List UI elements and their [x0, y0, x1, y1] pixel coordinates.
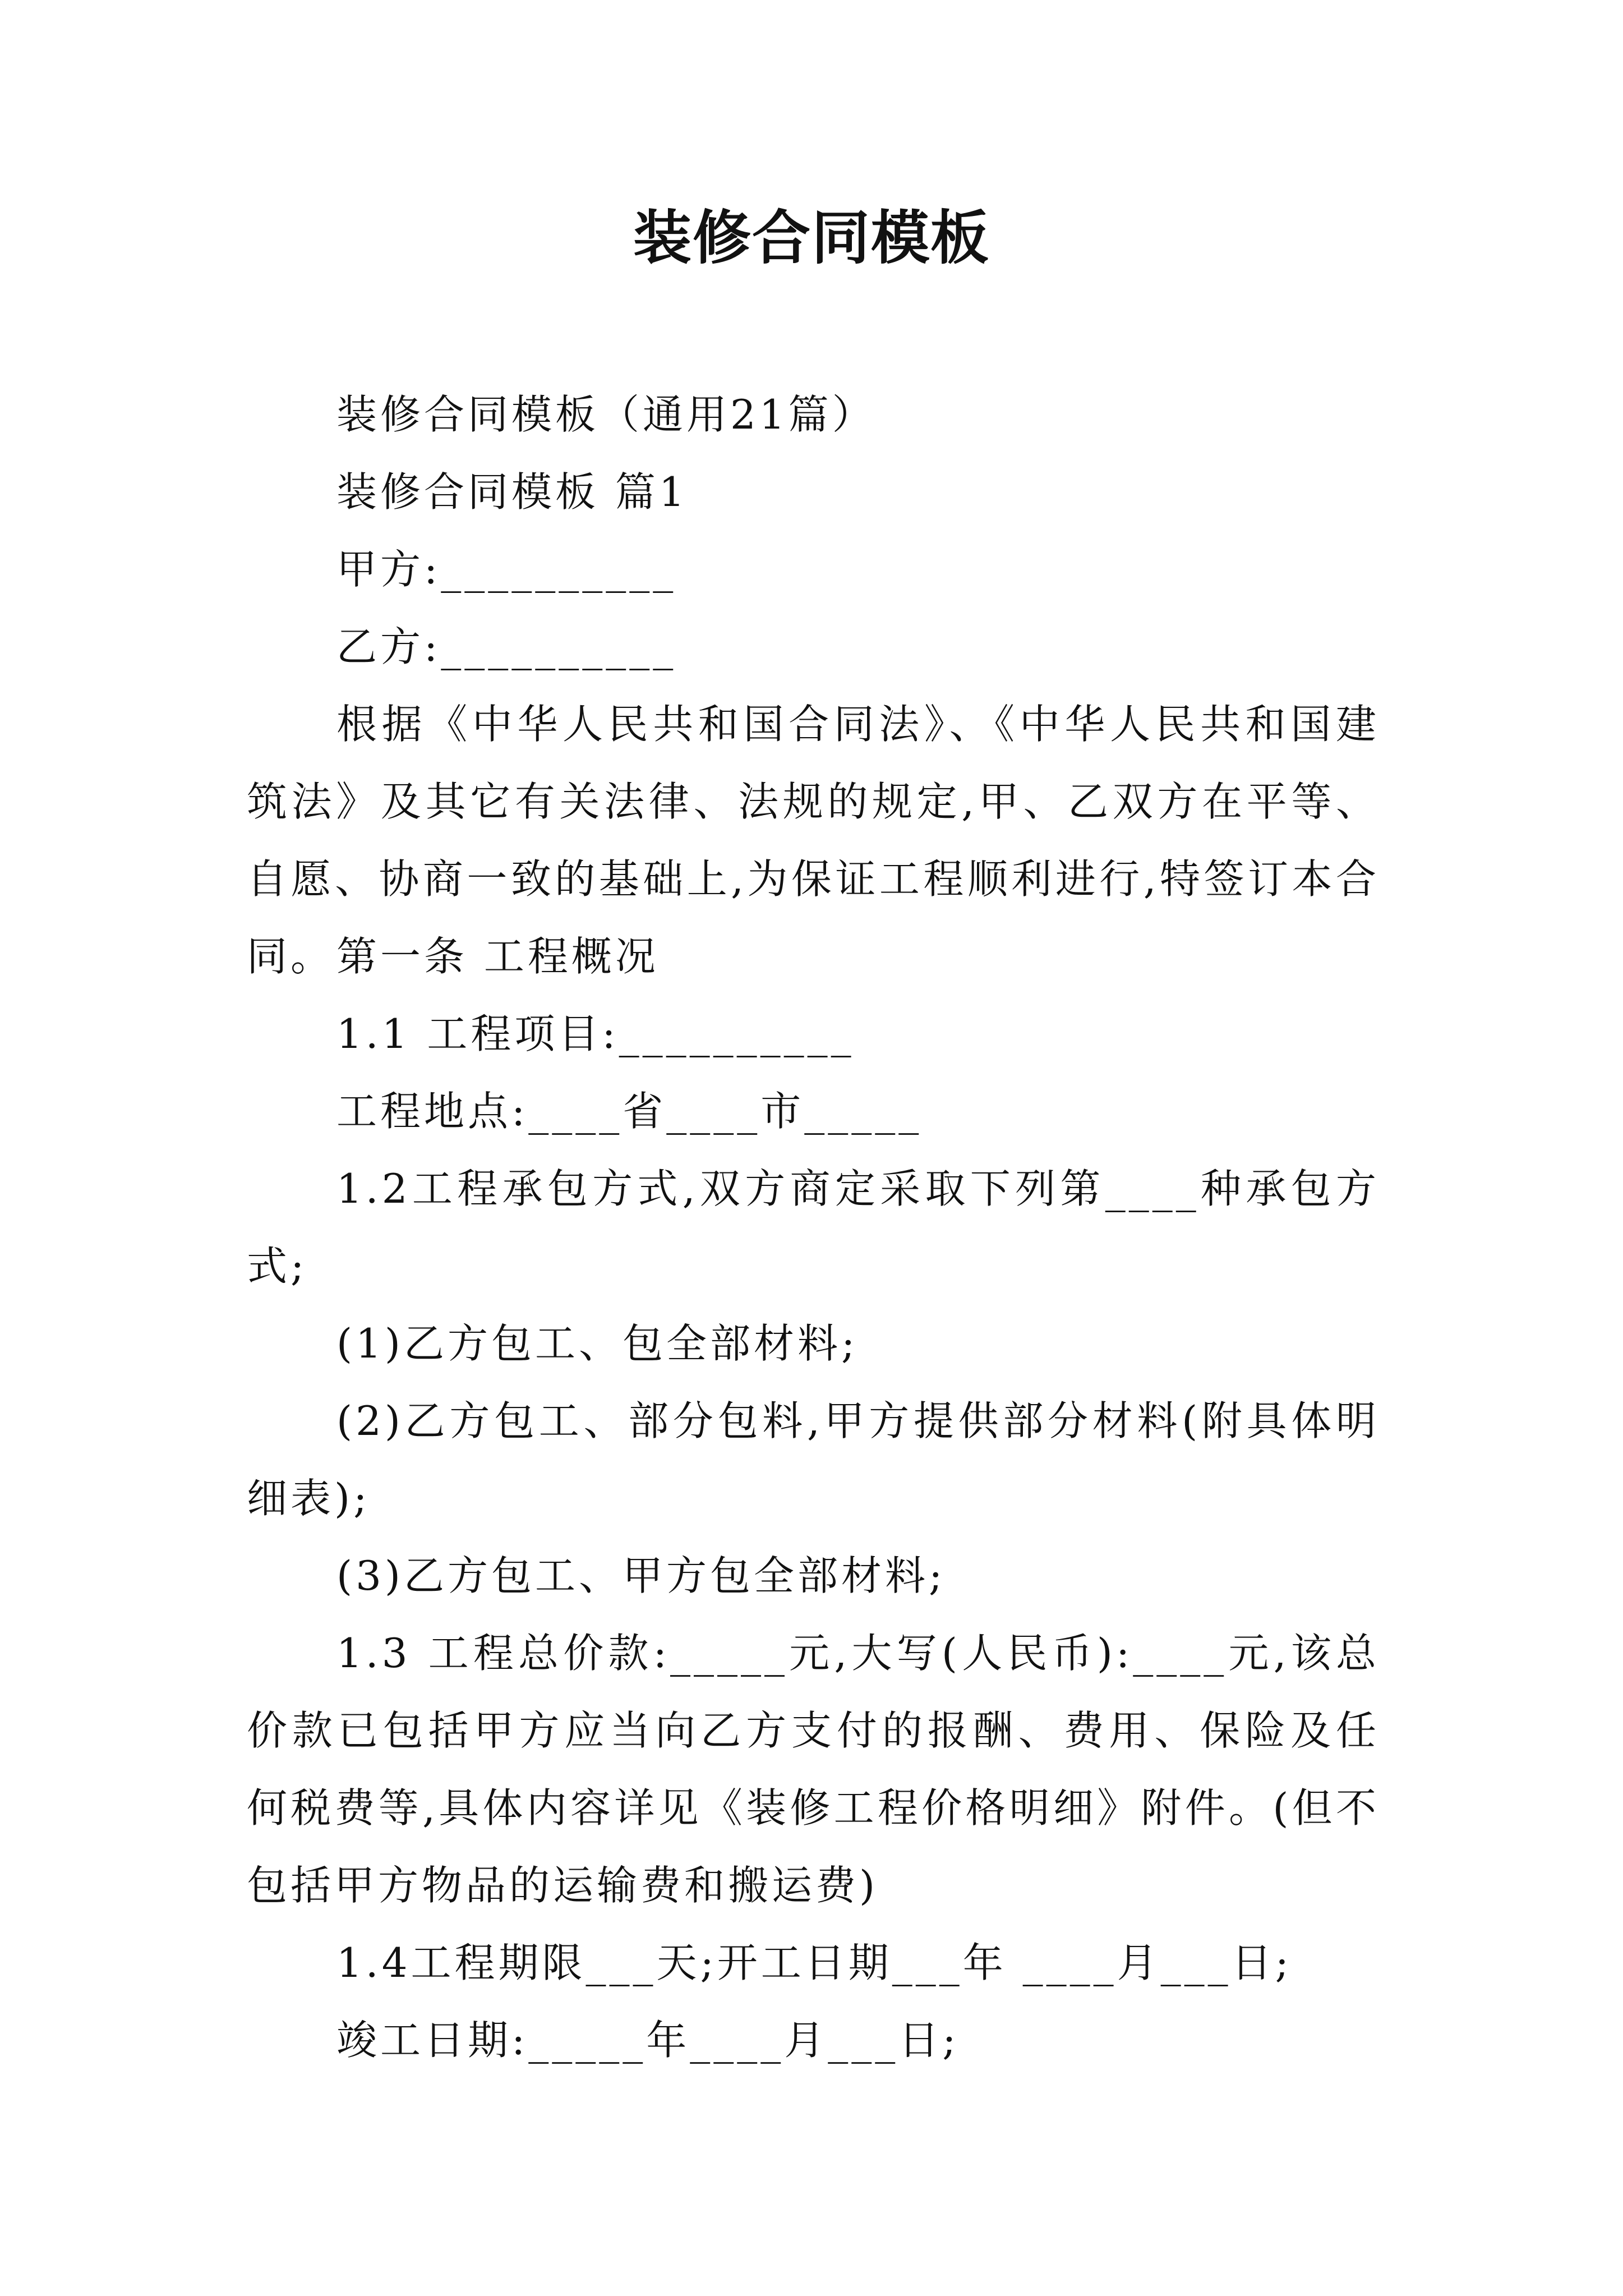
work-period-line: 1.4工程期限___天;开工日期___年 ____月___日;	[336, 1939, 1292, 1986]
party-b-line: 乙方:__________	[336, 623, 677, 670]
preamble-paragraph: 根据《中华人民共和国合同法》、《中华人民共和国建筑法》及其它有关法律、法规的规定,甲、乙双方在平等、自愿、协商一致的基础上,为保证工程顺利进行,特签订本合同。	[247, 701, 1380, 980]
project-name-line: 1.1 工程项目:__________	[336, 1010, 855, 1057]
option-1-line: (1)乙方包工、包全部材料;	[336, 1320, 859, 1367]
article-one-heading: 第一条 工程概况	[336, 933, 659, 980]
option-3-line: (3)乙方包工、甲方包全部材料;	[336, 1552, 946, 1599]
total-price-paragraph: 1.3 工程总价款:_____元,大写(人民币):____元,该总价款已包括甲方应当向乙方支付的报酬、费用、保险及任何税费等,具体内容详见《装修工程价格明细》附件。(但不包括甲方物品的运输费和搬运费)	[247, 1630, 1380, 1909]
document-title: 装修合同模板	[633, 203, 990, 272]
section-heading: 装修合同模板 篇1	[336, 468, 688, 516]
project-location-line: 工程地点:____省____市_____	[336, 1088, 923, 1135]
option-2-paragraph: (2)乙方包工、部分包料,甲方提供部分材料(附具体明细表);	[247, 1397, 1380, 1522]
subtitle-line: 装修合同模板（通用21篇）	[336, 391, 876, 438]
party-a-line: 甲方:__________	[336, 546, 677, 593]
completion-date-line: 竣工日期:_____年____月___日;	[336, 2017, 960, 2064]
contract-mode-paragraph: 1.2工程承包方式,双方商定采取下列第____种承包方式;	[247, 1165, 1380, 1290]
